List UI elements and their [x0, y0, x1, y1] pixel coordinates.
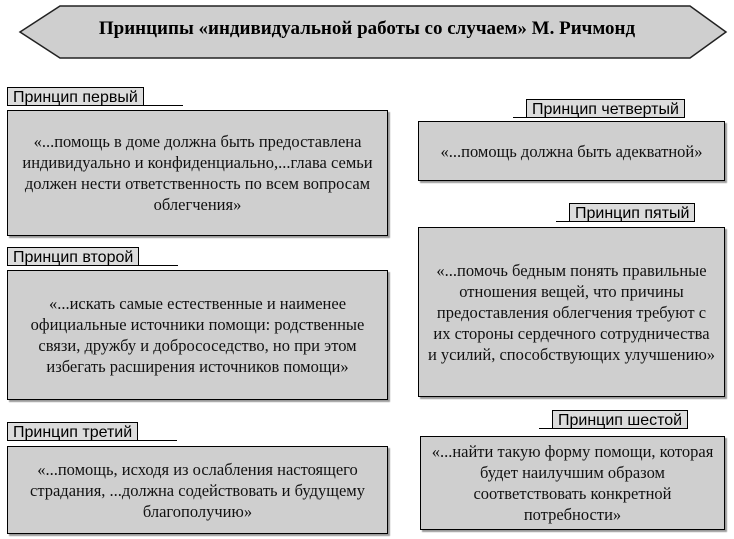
- title-banner: [0, 0, 734, 64]
- principle-5-box: [418, 227, 725, 397]
- principle-4-text: «...помощь должна быть адекватной»: [440, 141, 703, 161]
- principle-2-label: Принцип второй: [7, 247, 139, 266]
- page-title: Принципы «индивидуальной работы со случаем» М. Ричмонд: [98, 18, 636, 39]
- principle-4-label: Принцип четвертый: [526, 99, 685, 118]
- principle-5-text: «...помочь бедным понять правильные отношения вещей, что причины предоставления облегчения требуют с их стороны сердечного сотрудничества и усилий, способствующих улучшению»: [427, 260, 716, 364]
- principle-1-label: Принцип первый: [7, 87, 144, 106]
- principle-1-box: [7, 110, 388, 236]
- principle-6-box: [420, 436, 725, 530]
- principle-3-text: «...помощь, исходя из ослабления настоящего страдания, ...должна содействовать и будущему благополучию»: [30, 459, 365, 521]
- principle-3-label: Принцип третий: [7, 422, 138, 441]
- principle-3-box: [7, 446, 388, 534]
- principle-5-label: Принцип пятый: [569, 203, 695, 222]
- principle-6-text: «...найти такую форму помощи, которая будет наилучшим образом соответствовать конкретной потребности»: [431, 442, 714, 524]
- principle-2-box: [7, 270, 388, 400]
- principle-6-label: Принцип шестой: [552, 410, 688, 429]
- principle-2-text: «...искать самые естественные и наименее официальные источники помощи: родственные связи, дружбу и добрососедство, но при этом избегать расширения источников помощи»: [30, 294, 365, 376]
- principle-4-box: [418, 121, 725, 181]
- principle-1-text: «...помощь в доме должна быть предоставлена индивидуально и конфиденциально,...глава семьи должен нести ответственность по всем вопросам облегчения»: [22, 132, 373, 214]
